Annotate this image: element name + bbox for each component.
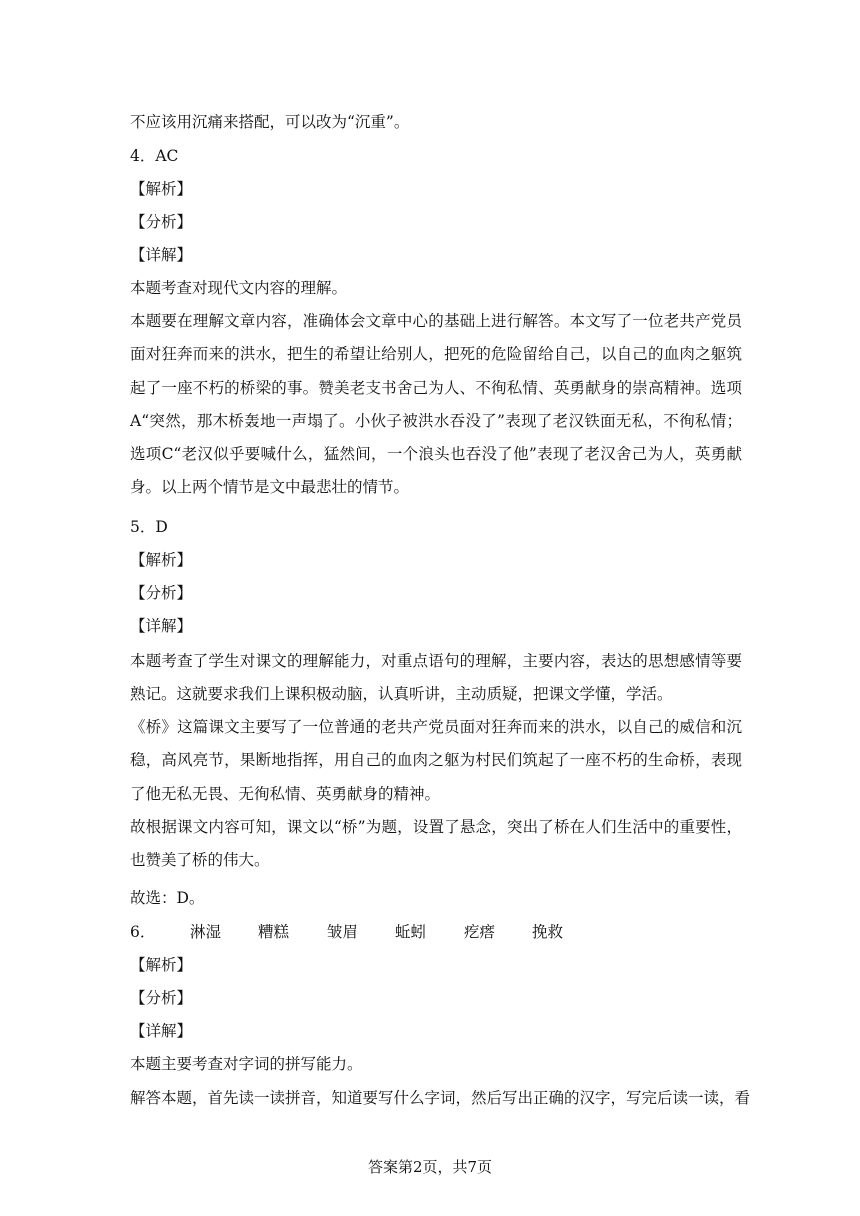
q5-xiangjie-label: 【详解】 [130,617,193,635]
q6-word: 疙瘩 [464,923,496,941]
q5-jiexi-label: 【解析】 [130,551,193,569]
q6-word: 挽救 [532,923,564,941]
q6-number: 6． [130,923,156,941]
q6-word: 淋湿 [190,923,222,941]
q5-fenxi-label: 【分析】 [130,584,193,602]
q6-word: 蚯蚓 [395,923,427,941]
q6-intro-line: 本题主要考查对字词的拼写能力。 [130,1055,363,1073]
q4-explanation-paragraph: 本题要在理解文章内容，准确体会文章中心的基础上进行解答。本文写了一位老共产党员面对狂奔而来的洪水，把生的希望让给别人，把死的危险留给自己，以自己的血肉之躯筑起了一座不朽的桥梁的事。赞美老支书舍己为人、不徇私情、英勇献身的崇高精神。选项A“突然，那木桥轰地一声塌了。小伙子被洪水吞没了”表现了老汉铁面无私，不徇私情；选项C“老汉似乎要喊什么，猛然间，一个浪头也吞没了他”表现了老汉舍己为人，英勇献身。以上两个情节是文中最悲壮的情节。 [130,312,742,497]
q4-fenxi-label: 【分析】 [130,213,193,231]
q6-word: 糟糕 [258,923,290,941]
q5-answer: 故选：D。 [130,889,205,907]
q5-paragraph-2: 《桥》这篇课文主要写了一位普通的老共产党员面对狂奔而来的洪水，以自己的威信和沉稳，高风亮节，果断地指挥，用自己的血肉之躯为村民们筑起了一座不朽的生命桥，表现了他无私无畏、无徇私情、英勇献身的精神。 [130,718,742,803]
q6-xiangjie-label: 【详解】 [130,1022,193,1040]
q4-intro-line: 本题考查对现代文内容的理解。 [130,279,348,297]
page-footer: 答案第2页，共7页 [367,1158,493,1176]
q4-jiexi-label: 【解析】 [130,180,193,198]
q4-xiangjie-label: 【详解】 [130,246,193,264]
q6-fenxi-label: 【分析】 [130,989,193,1007]
q5-paragraph-3: 故根据课文内容可知，课文以“桥”为题，设置了悬念，突出了桥在人们生活中的重要性，也赞美了桥的伟大。 [130,818,742,870]
q4-heading: 4．AC [130,147,179,165]
q6-method-line: 解答本题，首先读一读拼音，知道要写什么字词，然后写出正确的汉字，写完后读一读，看 [130,1089,751,1107]
intro-line: 不应该用沉痛来搭配，可以改为“沉重”。 [130,113,410,131]
q6-word: 皱眉 [327,923,359,941]
q6-jiexi-label: 【解析】 [130,956,193,974]
q5-paragraph-1: 本题考查了学生对课文的理解能力，对重点语句的理解，主要内容，表达的思想感情等要熟记。这就要求我们上课积极动脑，认真听讲，主动质疑，把课文学懂，学活。 [130,652,742,704]
q5-heading: 5．D [130,518,168,536]
